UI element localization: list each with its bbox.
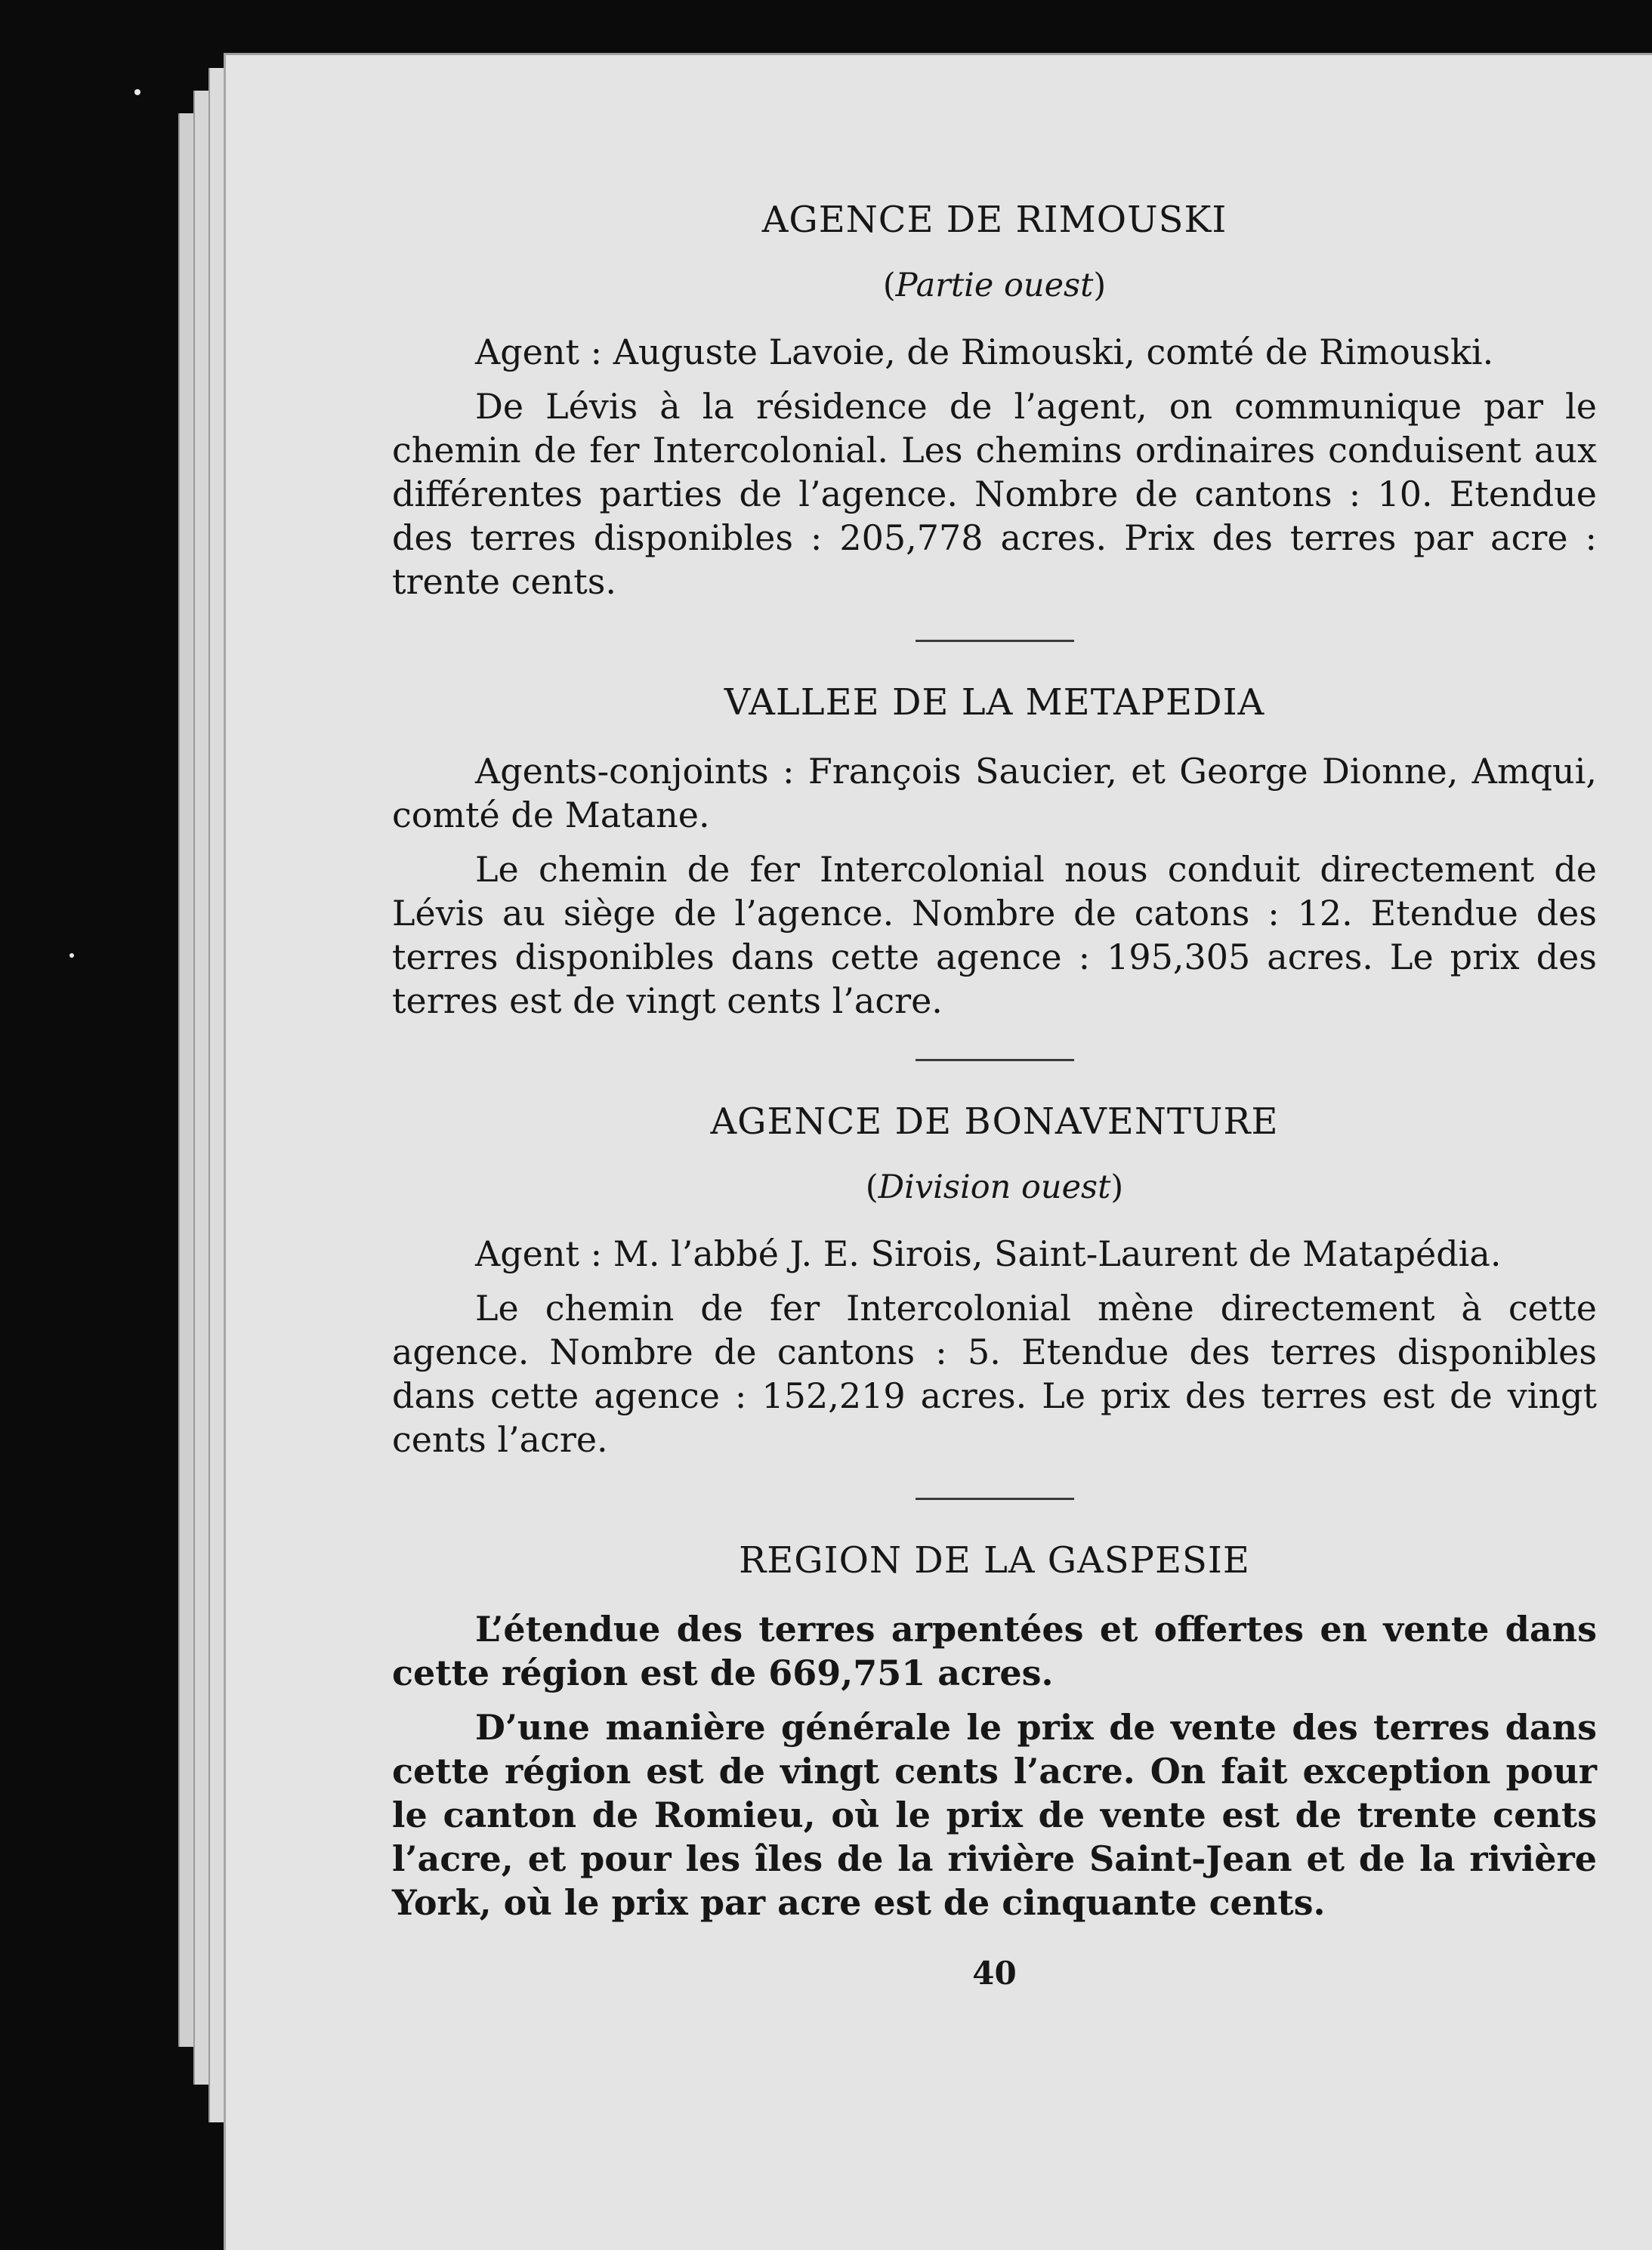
body-paragraph: L’étendue des terres arpentées et offertes en vente dans cette région est de 669,751 acres.: [392, 1609, 1597, 1693]
section-heading: AGENCE DE BONAVENTURE: [710, 1100, 1279, 1143]
body-paragraph: D’une manière générale le prix de vente des terres dans cette région est de vingt cents l’acre. On fait exception pour le canton de Romieu, où le prix de vente est de trente cents l’acre, et pour les îles de la rivière Saint-Jean et de la rivière York, où le prix par acre est de cinquante cents.: [392, 1707, 1597, 1923]
section-gaspesie: [392, 1539, 1597, 1924]
section-divider: [916, 1498, 1074, 1500]
scan-speck: [134, 89, 140, 95]
section-rimouski: [392, 199, 1597, 603]
document-page: [224, 53, 1652, 2250]
agent-line: Agent : M. l’abbé J. E. Sirois, Saint-Laurent de Matapédia.: [475, 1233, 1502, 1274]
section-heading: AGENCE DE RIMOUSKI: [761, 199, 1227, 241]
agent-line: Agents-conjoints : François Saucier, et George Dionne, Amqui, comté de Matane.: [392, 751, 1597, 835]
body-paragraph: Le chemin de fer Intercolonial nous conduit directement de Lévis au siège de l’agence. Nombre de catons : 12. Etendue des terres disponibles dans cette agence : 195,305 acres. Le prix des terres est de vingt cents l’acre.: [392, 849, 1597, 1021]
body-paragraph: Le chemin de fer Intercolonial mène directement à cette agence. Nombre de cantons : 5. Etendue des terres disponibles dans cette agence : 152,219 acres. Le prix des terres est de vingt cents l’acre.: [392, 1288, 1597, 1460]
agent-line: Agent : Auguste Lavoie, de Rimouski, comté de Rimouski.: [475, 332, 1494, 372]
section-heading: VALLEE DE LA METAPEDIA: [724, 681, 1265, 724]
section-subheading: (Division ouest): [865, 1168, 1124, 1206]
section-divider: [916, 1059, 1074, 1061]
section-divider: [916, 640, 1074, 642]
section-heading: REGION DE LA GASPESIE: [739, 1539, 1250, 1582]
section-subheading: (Partie ouest): [882, 267, 1107, 304]
page-content: [392, 199, 1597, 1992]
page-number: 40: [972, 1955, 1017, 1992]
section-bonaventure: [392, 1100, 1597, 1461]
section-metapedia: [392, 681, 1597, 1023]
body-paragraph: De Lévis à la résidence de l’agent, on communique par le chemin de fer Intercolonial. Les chemins ordinaires conduisent aux différentes parties de l’agence. Nombre de cantons : 10. Etendue des terres disponibles : 205,778 acres. Prix des terres par acre : trente cents.: [392, 386, 1597, 602]
scan-speck: [69, 953, 74, 958]
